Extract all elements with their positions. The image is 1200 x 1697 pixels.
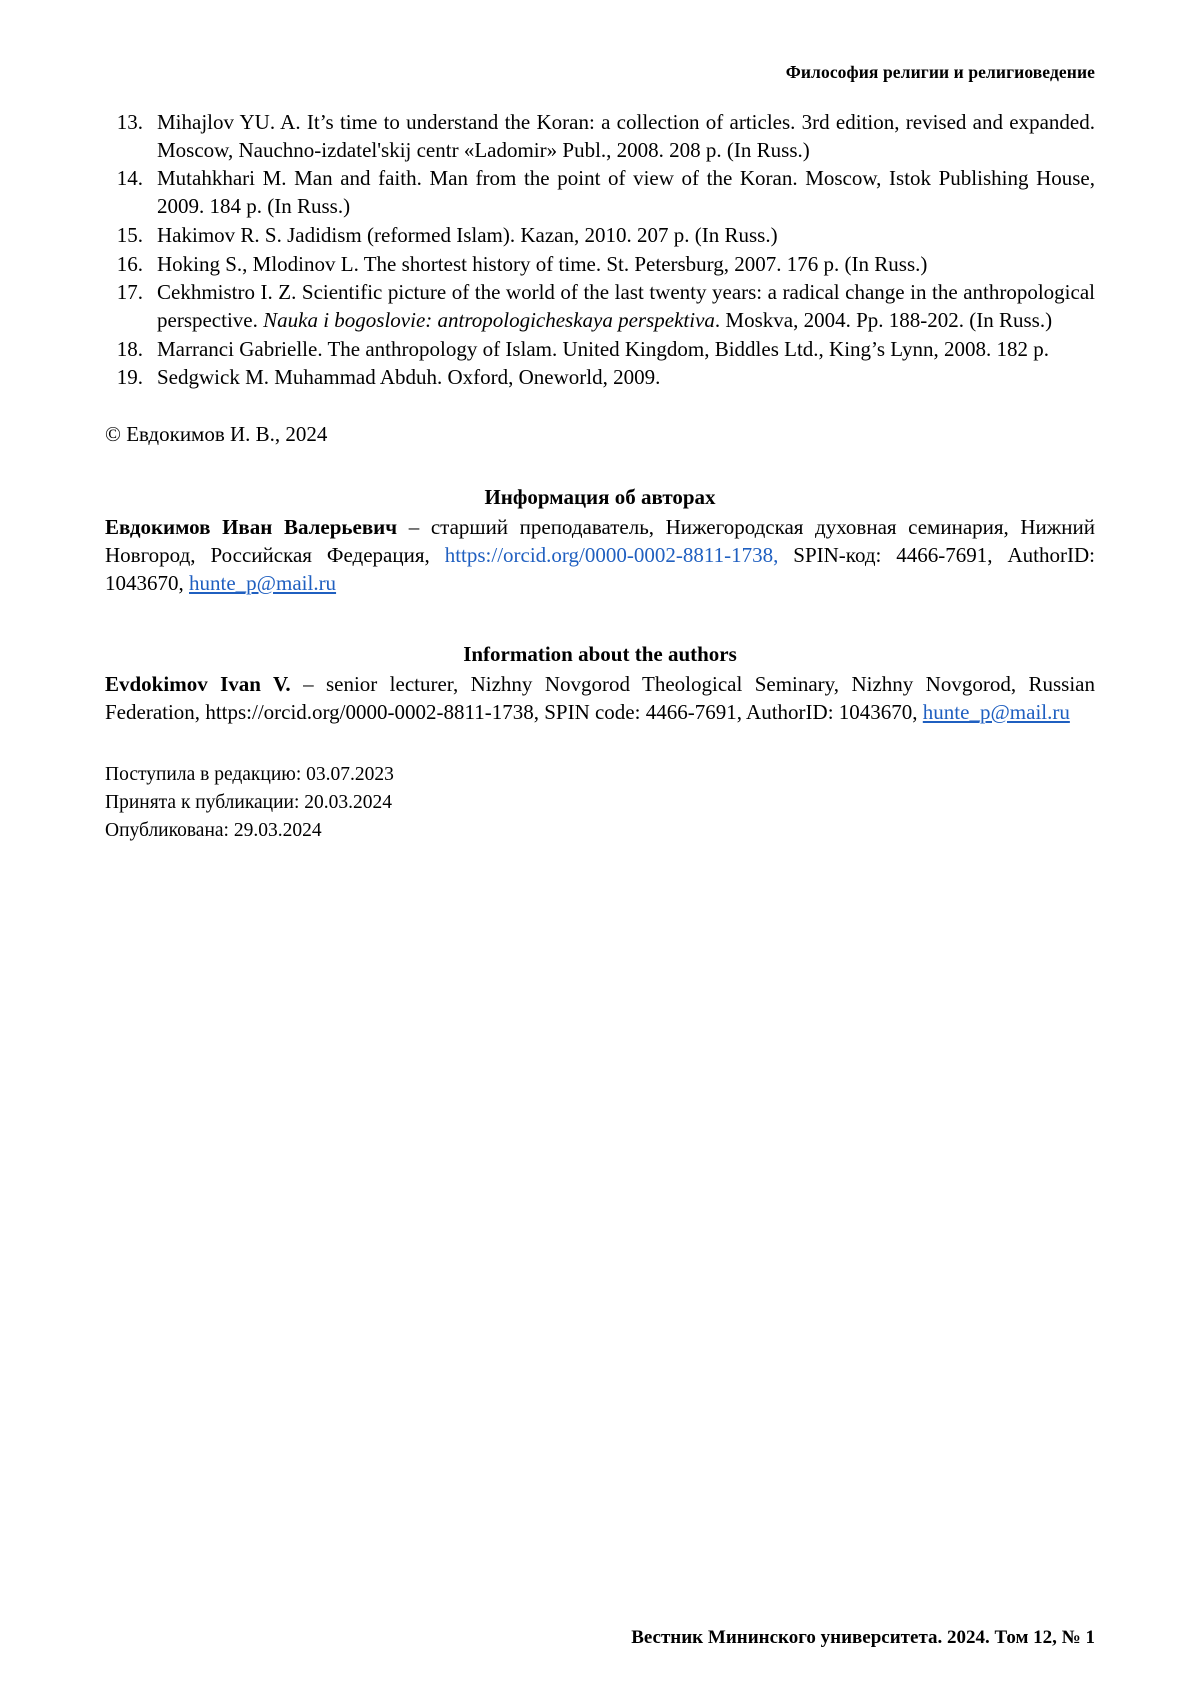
page-footer: Вестник Мининского университета. 2024. Том 12, № 1	[631, 1627, 1095, 1648]
reference-item	[105, 109, 1095, 164]
date-published: Опубликована: 29.03.2024	[105, 820, 322, 842]
reference-number: 16.	[116, 251, 143, 276]
email-link-ru[interactable]: hunte_p@mail.ru	[189, 571, 337, 596]
reference-number: 15.	[116, 222, 143, 247]
reference-text-run: Hakimov R. S. Jadidism (reformed Islam). Kazan, 2010. 207 p. (In Russ.)	[157, 222, 778, 247]
orcid-link-ru[interactable]: https://orcid.org/0000-0002-8811-1738,	[444, 543, 779, 568]
email-link-en[interactable]: hunte_p@mail.ru	[922, 699, 1070, 724]
author-ids-ru: SPIN-код: 4466-7691, AuthorID: 1043670,	[105, 543, 1095, 596]
author-name-en: Evdokimov Ivan V.	[105, 671, 291, 696]
reference-item	[105, 165, 1095, 220]
reference-item	[105, 336, 1095, 364]
reference-text-run: Hoking S., Mlodinov L. The shortest history of time. St. Petersburg, 2007. 176 p. (In Russ.)	[157, 251, 928, 276]
author-name-ru: Евдокимов Иван Валерьевич	[105, 515, 398, 540]
reference-source-title: Nauka i bogoslovie: antropologicheskaya perspektiva	[263, 308, 715, 333]
reference-text-run: Mutahkhari M. Man and faith. Man from the point of view of the Koran. Moscow, Istok Publishing House, 2009. 184 p. (In Russ.)	[157, 166, 1095, 219]
orcid-text-en: https://orcid.org/0000-0002-8811-1738,	[205, 699, 539, 724]
reference-text	[157, 222, 1095, 250]
reference-text	[157, 364, 1095, 392]
author-affiliation-ru: – старший преподаватель, Нижегородская духовная семинария, Нижний Новгород, Российская Федерация,	[105, 515, 1096, 568]
reference-text	[157, 336, 1095, 364]
reference-list	[105, 109, 1095, 392]
section-title-authors-en: Information about the authors	[463, 641, 737, 666]
author-affiliation-en: – senior lecturer, Nizhny Novgorod Theological Seminary, Nizhny Novgorod, Russian Federation,	[105, 671, 1095, 724]
reference-text-run: Cekhmistro I. Z. Scientific picture of the world of the last twenty years: a radical change in the anthropological perspective.	[157, 280, 1095, 333]
reference-number: 18.	[116, 336, 143, 361]
reference-item	[105, 222, 1095, 250]
publication-dates	[105, 761, 1095, 846]
author-info-ru	[105, 514, 1095, 598]
reference-number: 19.	[116, 365, 143, 390]
reference-item	[105, 251, 1095, 279]
running-head: Философия религии и религиоведение	[785, 62, 1095, 82]
reference-item	[105, 364, 1095, 392]
date-accepted: Принята к публикации: 20.03.2024	[105, 792, 393, 814]
reference-text-run: . Moskva, 2004. Pp. 188-202. (In Russ.)	[714, 308, 1053, 333]
section-title-authors-ru: Информация об авторах	[484, 485, 716, 510]
reference-item	[105, 279, 1095, 334]
author-ids-en: SPIN code: 4466-7691, AuthorID: 1043670,	[538, 699, 923, 724]
reference-number: 17.	[116, 280, 143, 305]
copyright-line: © Евдокимов И. В., 2024	[105, 422, 328, 447]
reference-text-run: Sedgwick M. Muhammad Abduh. Oxford, Oneworld, 2009.	[157, 365, 661, 390]
reference-number: 13.	[116, 110, 143, 134]
reference-number: 14.	[116, 166, 143, 191]
reference-text	[157, 251, 1095, 279]
reference-text-run: Marranci Gabrielle. The anthropology of Islam. United Kingdom, Biddles Ltd., King’s Lynn, 2008. 182 p.	[157, 336, 1049, 361]
author-info-en	[105, 671, 1095, 727]
date-received: Поступила в редакцию: 03.07.2023	[105, 763, 394, 785]
reference-text	[157, 165, 1095, 220]
reference-text-run: Mihajlov YU. A. It’s time to understand the Koran: a collection of articles. 3rd edition, revised and expanded. Moscow, Nauchno-izdatel'skij centr «Ladomir» Publ., 2008. 208 p. (In Russ.)	[157, 110, 1095, 162]
reference-text	[157, 279, 1095, 334]
reference-text	[157, 109, 1095, 164]
